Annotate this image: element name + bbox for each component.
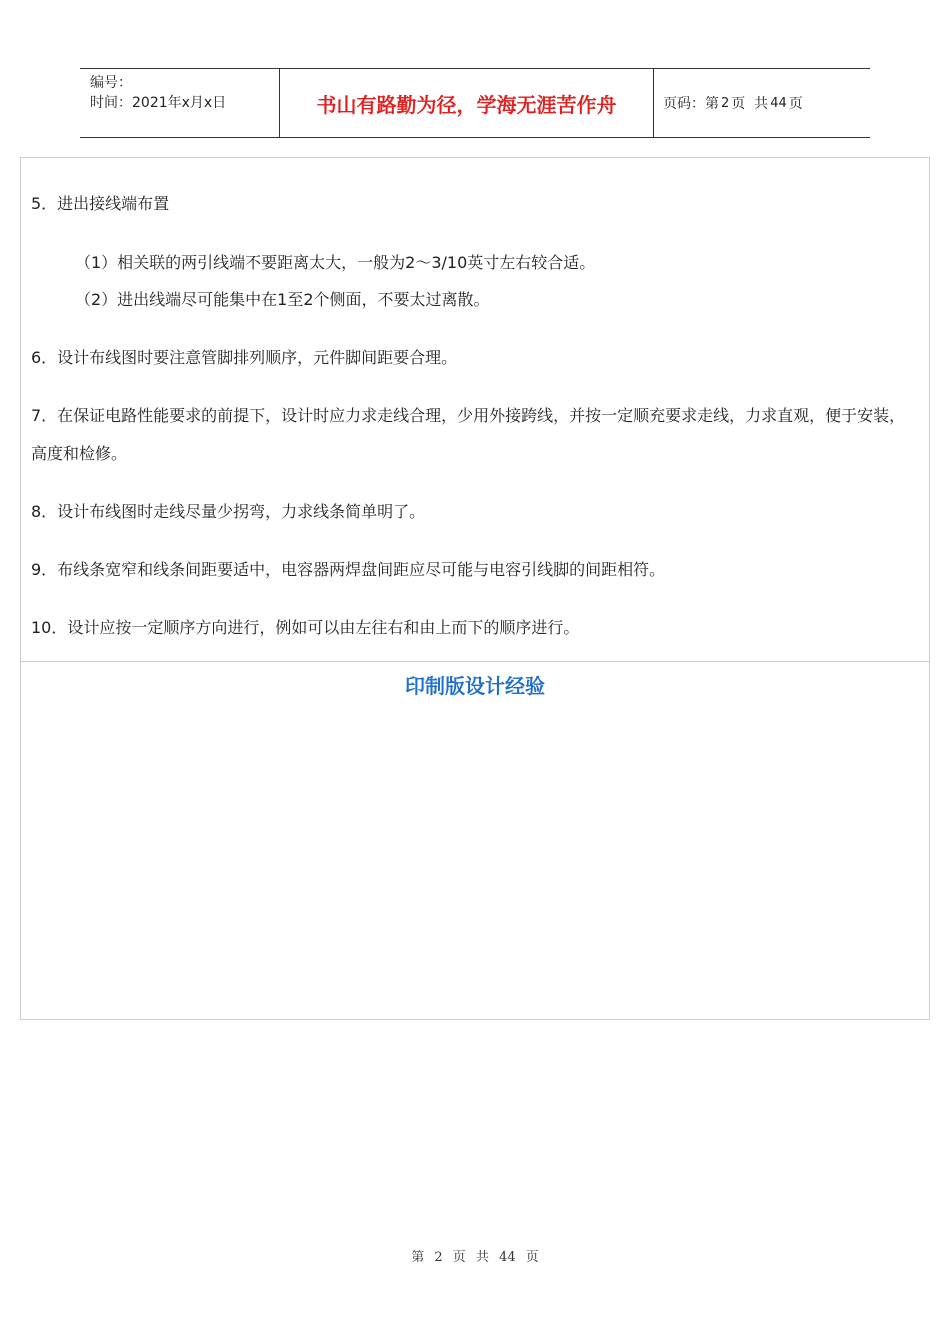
item-6: 6．设计布线图时要注意管脚排列顺序，元件脚间距要合理。 — [31, 348, 458, 367]
header-meta — [80, 69, 280, 137]
page-total: 44 — [770, 95, 787, 111]
item-8: 8．设计布线图时走线尽量少拐弯，力求线条简单明了。 — [31, 502, 426, 521]
item-5-sub-1: （1）相关联的两引线端不要距离太大，一般为2～3/10英寸左右较合适。 — [75, 253, 596, 272]
page-prefix: 页码：第 — [663, 96, 719, 112]
number-label: 编号： — [90, 75, 132, 91]
page-suffix: 页 — [788, 96, 803, 112]
page-footer: 第 2 页 共 44 页 — [411, 1250, 539, 1265]
section-title: 印制版设计经验 — [405, 674, 545, 698]
content-box — [20, 157, 930, 1020]
page-header — [80, 68, 870, 138]
item-5-sub-2: （2）进出线端尽可能集中在1至2个侧面，不要太过离散。 — [75, 290, 490, 309]
item-10: 10．设计应按一定顺序方向进行，例如可以由左往右和由上而下的顺序进行。 — [31, 618, 580, 637]
page-current: 2 — [721, 95, 730, 111]
item-5: 5．进出接线端布置 — [31, 194, 170, 213]
item-7: 7．在保证电路性能要求的前提下，设计时应力求走线合理，少用外接跨线，并按一定顺充要求走线，力求直观，便于安装，高度和检修。 — [31, 406, 906, 463]
time-label: 时间：2021年x月x日 — [90, 95, 227, 111]
header-motto: 书山有路勤为径，学海无涯苦作舟 — [280, 69, 654, 137]
header-page-info — [654, 69, 870, 137]
item-9: 9．布线条宽窄和线条间距要适中，电容器两焊盘间距应尽可能与电容引线脚的间距相符。 — [31, 560, 666, 579]
page-mid: 页 共 — [731, 96, 769, 112]
section-divider — [21, 661, 929, 662]
